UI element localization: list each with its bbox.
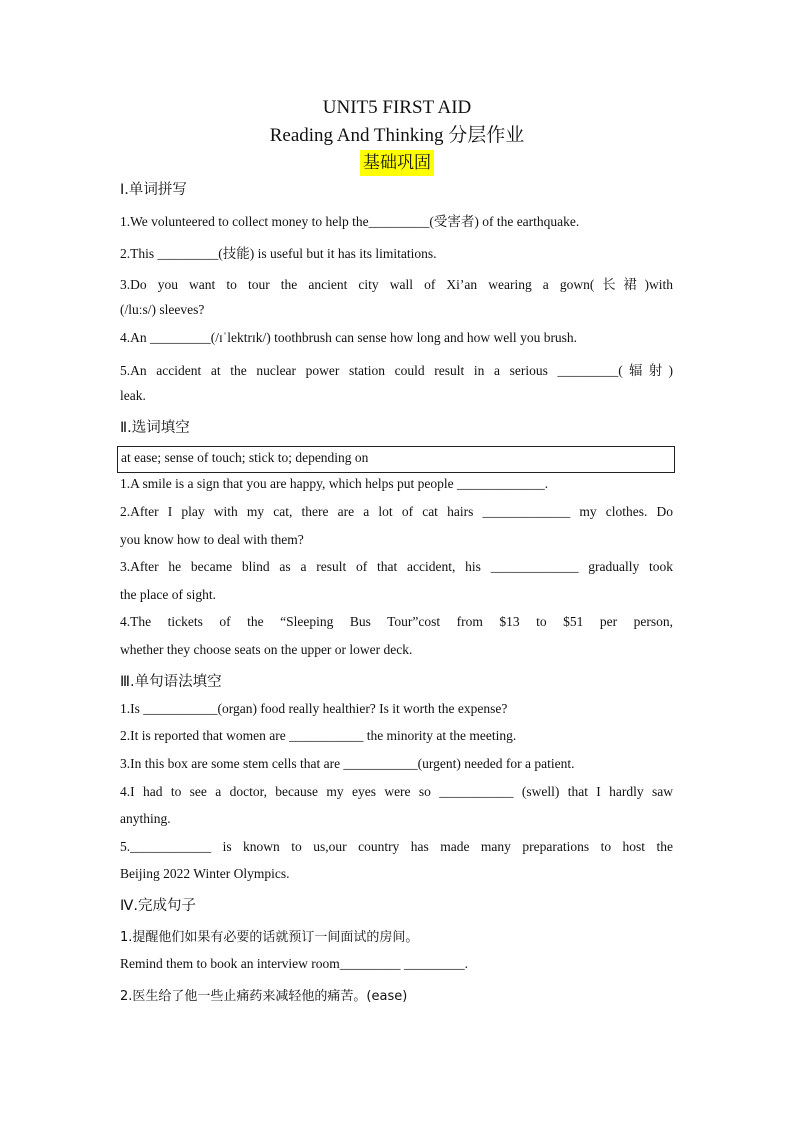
s1-question-1: 1.We volunteered to collect money to help the_________(受害者) of the earthquake. bbox=[120, 214, 580, 229]
s1-question-5-line-1: 5.An accident at the nuclear power station could result in a serious _________(辐射) bbox=[120, 363, 673, 378]
s2-question-1: 1.A smile is a sign that you are happy, which helps put people _____________. bbox=[120, 476, 549, 491]
word-bank-box: at ease; sense of touch; stick to; depending on bbox=[117, 446, 675, 473]
s3-question-1: 1.Is ___________(organ) food really healthier? Is it worth the expense? bbox=[120, 701, 508, 716]
s4-question-1-english: Remind them to book an interview room_________ _________. bbox=[120, 956, 468, 971]
s3-question-5-line-2: Beijing 2022 Winter Olympics. bbox=[120, 866, 290, 881]
section-4-heading: Ⅳ.完成句子 bbox=[120, 898, 196, 914]
s4-question-1-chinese: 1.提醒他们如果有必要的话就预订一间面试的房间。 bbox=[120, 930, 419, 945]
section-2-heading: Ⅱ.选词填空 bbox=[120, 420, 190, 436]
s2-question-3-line-2: the place of sight. bbox=[120, 587, 216, 602]
level-tag: 基础巩固 bbox=[360, 150, 434, 176]
s1-question-3-line-2: (/luːs/) sleeves? bbox=[120, 302, 205, 317]
s3-question-4-line-2: anything. bbox=[120, 811, 171, 826]
s3-question-3: 3.In this box are some stem cells that are ___________(urgent) needed for a patient. bbox=[120, 756, 575, 771]
s1-question-2: 2.This _________(技能) is useful but it has its limitations. bbox=[120, 246, 437, 261]
s2-question-4-line-2: whether they choose seats on the upper or lower deck. bbox=[120, 642, 413, 657]
s2-question-4-line-1: 4.The tickets of the “Sleeping Bus Tour”cost from $13 to $51 per person, bbox=[120, 614, 673, 629]
s2-question-2-line-2: you know how to deal with them? bbox=[120, 532, 304, 547]
s4-question-2-chinese: 2.医生给了他一些止痛药来减轻他的痛苦。(ease) bbox=[120, 989, 408, 1004]
s1-question-3-line-1: 3.Do you want to tour the ancient city wall of Xi’an wearing a gown(长裙)with bbox=[120, 277, 673, 292]
s2-question-3-line-1: 3.After he became blind as a result of that accident, his _____________ gradually took bbox=[120, 559, 673, 574]
s3-question-2: 2.It is reported that women are ___________ the minority at the meeting. bbox=[120, 728, 517, 743]
lesson-title: Reading And Thinking 分层作业 bbox=[269, 125, 525, 146]
level-tag-row bbox=[0, 150, 794, 176]
s3-question-4-line-1: 4.I had to see a doctor, because my eyes were so ___________ (swell) that I hardly saw bbox=[120, 784, 673, 799]
section-3-heading: Ⅲ.单句语法填空 bbox=[120, 674, 222, 690]
s1-question-5-line-2: leak. bbox=[120, 388, 146, 403]
section-1-heading: Ⅰ.单词拼写 bbox=[120, 182, 187, 198]
s2-question-2-line-1: 2.After I play with my cat, there are a lot of cat hairs _____________ my clothes. Do bbox=[120, 504, 673, 519]
unit-title: UNIT5 FIRST AID bbox=[322, 97, 472, 118]
s1-question-4: 4.An _________(/ɪˈlektrɪk/) toothbrush can sense how long and how well you brush. bbox=[120, 330, 578, 345]
s3-question-5-line-1: 5.____________ is known to us,our country has made many preparations to host the bbox=[120, 839, 673, 854]
